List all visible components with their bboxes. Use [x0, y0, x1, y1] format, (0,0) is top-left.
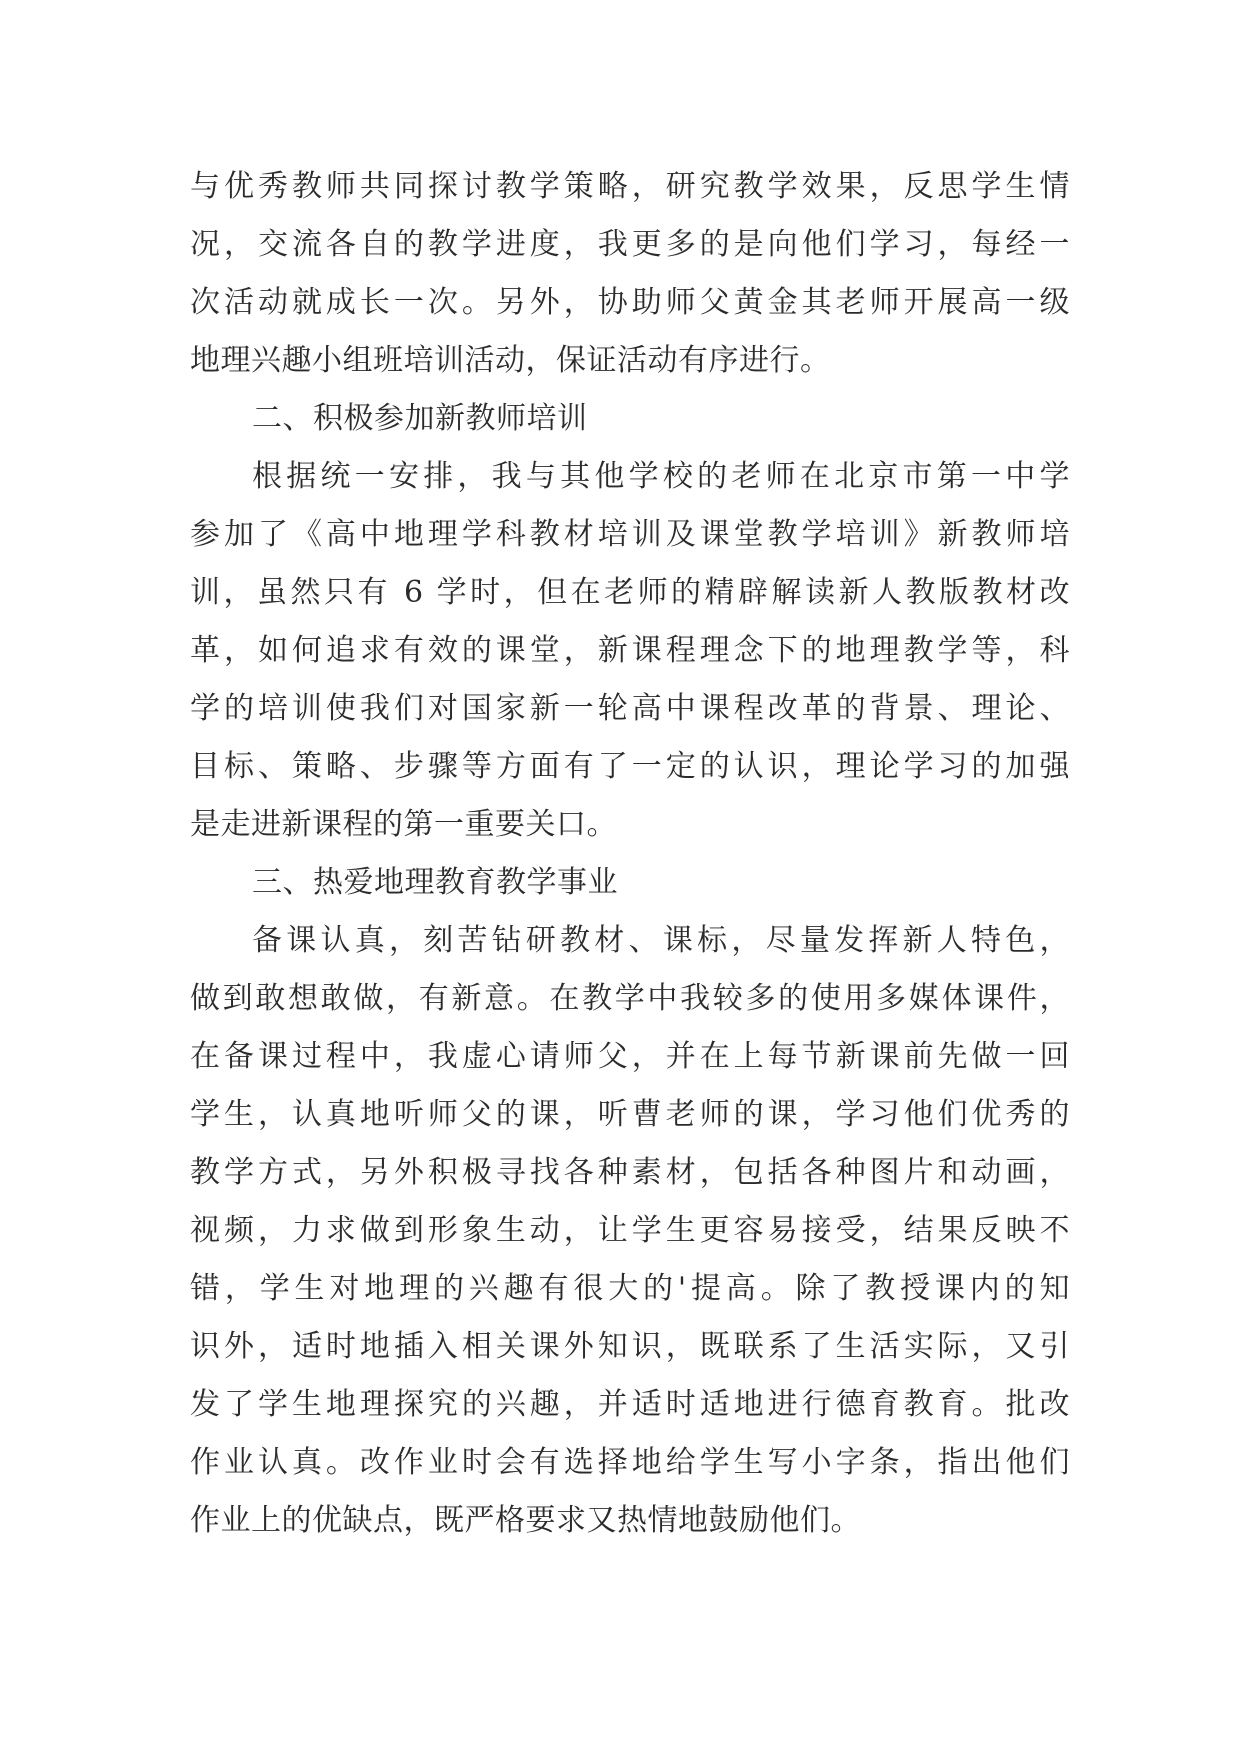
text-line: 地理兴趣小组班培训活动，保证活动有序进行。: [190, 343, 831, 378]
text-line: 二、积极参加新教师培训: [252, 401, 588, 436]
text-line: 作业认真。改作业时会有选择地给学生写小字条，指出他们: [190, 1445, 1070, 1480]
text-line: 根据统一安排，我与其他学校的老师在北京市第一中学: [252, 459, 1070, 494]
text-line: 况，交流各自的教学进度，我更多的是向他们学习，每经一: [190, 227, 1070, 262]
text-line: 三、热爱地理教育教学事业: [252, 865, 618, 900]
text-line: 做到敢想敢做，有新意。在教学中我较多的使用多媒体课件，: [190, 981, 1070, 1016]
text-line: 视频，力求做到形象生动，让学生更容易接受，结果反映不: [190, 1213, 1070, 1248]
text-line: 与优秀教师共同探讨教学策略，研究教学效果，反思学生情: [190, 169, 1070, 204]
text-line: 在备课过程中，我虚心请师父，并在上每节新课前先做一回: [190, 1039, 1070, 1074]
text-line: 参加了《高中地理学科教材培训及课堂教学培训》新教师培: [190, 517, 1070, 552]
text-line: 作业上的优缺点，既严格要求又热情地鼓励他们。: [190, 1503, 861, 1538]
text-line: 教学方式，另外积极寻找各种素材，包括各种图片和动画，: [190, 1155, 1070, 1190]
text-line: 目标、策略、步骤等方面有了一定的认识，理论学习的加强: [190, 749, 1070, 784]
text-line: 错，学生对地理的兴趣有很大的'提高。除了教授课内的知: [190, 1271, 1070, 1306]
text-line: 学的培训使我们对国家新一轮高中课程改革的背景、理论、: [190, 691, 1070, 726]
text-line: 革，如何追求有效的课堂，新课程理念下的地理教学等，科: [190, 633, 1070, 668]
text-line: 训，虽然只有 6 学时，但在老师的精辟解读新人教版教材改: [190, 575, 1070, 610]
text-line: 识外，适时地插入相关课外知识，既联系了生活实际，又引: [190, 1329, 1070, 1364]
text-line: 发了学生地理探究的兴趣，并适时适地进行德育教育。批改: [190, 1387, 1070, 1422]
text-line: 次活动就成长一次。另外，协助师父黄金其老师开展高一级: [190, 285, 1070, 320]
text-line: 备课认真，刻苦钻研教材、课标，尽量发挥新人特色，: [252, 923, 1070, 958]
text-line: 是走进新课程的第一重要关口。: [190, 807, 617, 842]
document-body: [190, 158, 1070, 1550]
text-line: 学生，认真地听师父的课，听曹老师的课，学习他们优秀的: [190, 1097, 1070, 1132]
